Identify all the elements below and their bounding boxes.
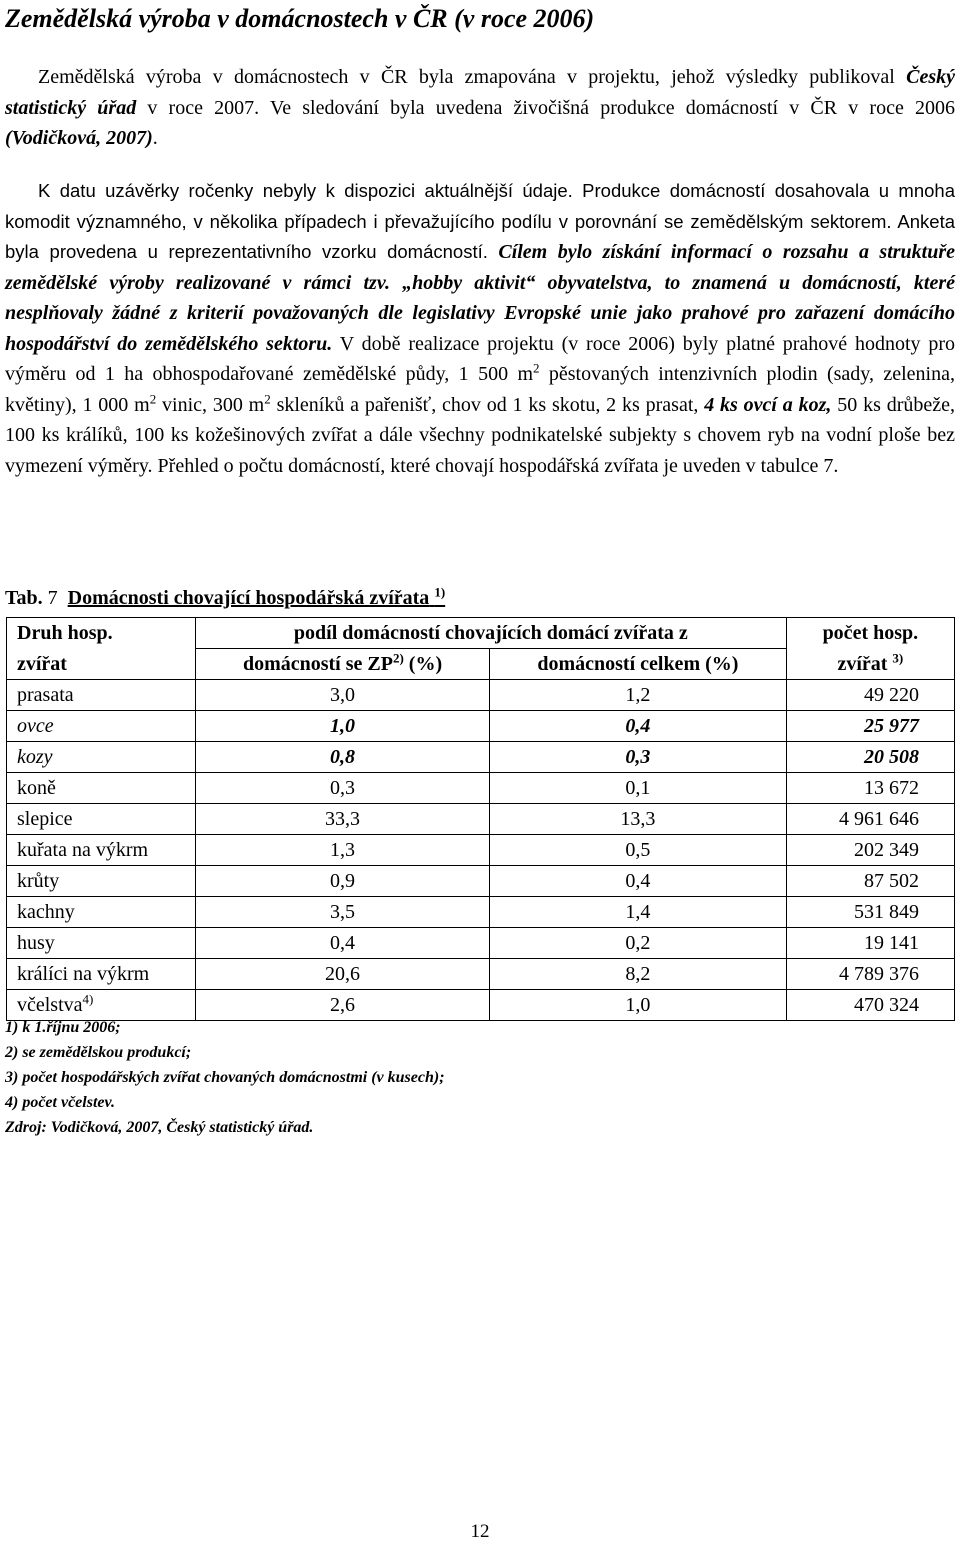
header-all: domácností celkem (%): [490, 649, 787, 680]
cell-all: 0,2: [490, 928, 787, 959]
page-number: 12: [470, 1521, 490, 1542]
cell-zp: 1,3: [196, 835, 490, 866]
superscript: 2: [149, 390, 157, 406]
cell-zp: 3,0: [196, 680, 490, 711]
cell-zp: 20,6: [196, 959, 490, 990]
text-run: skleníků a pařenišť, chov od 1 ks skotu, 2 ks prasat,: [270, 393, 705, 416]
source-note: Zdroj: Vodičková, 2007, Český statistický úřad.: [5, 1119, 314, 1136]
superscript: 3): [892, 650, 904, 666]
cell-name: krůty: [7, 866, 196, 897]
table-footnotes: [5, 1015, 445, 1140]
header-count-text: zvířat: [837, 652, 888, 675]
caption-title: [67, 584, 446, 609]
footnote: 4) počet včelstev.: [5, 1094, 116, 1111]
cell-name: prasata: [7, 680, 196, 711]
cell-count: 20 508: [786, 742, 954, 773]
table-row: [7, 742, 955, 773]
text-run-emphasis: Cílem bylo získání informací o rozsahu a struktuře zemědělské výroby realizované v rámci tzv. „hobby aktivit“ obyvatelstva, to znamená u domácností, které nesplňovaly žádné z kriterií považovaných dle legislativy Evropské unie jako prahové pro zařazení domácího hospodářství do zemědělského sektoru.: [5, 241, 956, 355]
table-row: [7, 680, 955, 711]
caption-prefix: Tab.: [5, 587, 43, 609]
cell-name: kuřata na výkrm: [7, 835, 196, 866]
text-run-emphasis: 4 ks ovcí a koz,: [704, 393, 832, 416]
table-row: [7, 959, 955, 990]
table-row: [7, 897, 955, 928]
superscript: 2: [264, 390, 271, 406]
header-name-line2: zvířat: [7, 649, 196, 680]
cell-all: 0,1: [490, 773, 787, 804]
body-paragraph: [5, 176, 955, 481]
cell-count: 49 220: [786, 680, 954, 711]
cell-zp: 0,8: [196, 742, 490, 773]
cell-name: husy: [7, 928, 196, 959]
cell-zp: 0,3: [196, 773, 490, 804]
cell-zp: 2,6: [196, 990, 490, 1021]
superscript: 2): [392, 650, 404, 666]
cell-name: slepice: [7, 804, 196, 835]
text-run-sans: K datu uzávěrky ročenky nebyly k dispozici aktuálnější údaje. Produkce domácností dosahovala u mnoha komodit významného, v několika případech i převažujícího podílu v porovnání se zemědělským sektorem. Anketa byla provedena u reprezentativního vzorku domácností.: [5, 180, 955, 262]
table-row: [7, 711, 955, 742]
livestock-table: [6, 617, 955, 1021]
cell-count: 87 502: [786, 866, 954, 897]
cell-name-text: včelstva: [17, 994, 83, 1016]
cell-zp: 3,5: [196, 897, 490, 928]
text-run: Zemědělská výroba v domácnostech v ČR byla zmapována v projektu, jehož výsledky publikoval: [38, 66, 907, 88]
cell-count: 4 961 646: [786, 804, 954, 835]
header-zp: [196, 649, 490, 680]
cell-all: 0,4: [490, 866, 787, 897]
table-header-row: [7, 649, 955, 680]
table-row: [7, 773, 955, 804]
cell-all: 0,5: [490, 835, 787, 866]
text-run: v roce 2007. Ve sledování byla uvedena živočišná produkce domácností v ČR v roce 2006: [136, 96, 955, 119]
cell-count: 531 849: [786, 897, 954, 928]
text-run: 50 ks drůbeže, 100 ks králíků, 100 ks kožešinových zvířat a dále všechny podnikatelské subjekty s chovem ryb na vodní ploše bez vymezení výměry. Přehled o počtu domácností, které chovají hospodářská zvířata je uveden v tabulce 7.: [5, 393, 955, 477]
cell-name: králíci na výkrm: [7, 959, 196, 990]
superscript: 2: [533, 360, 540, 376]
caption-number: 7: [42, 587, 58, 609]
header-count-line2: [786, 649, 954, 680]
table-row: [7, 928, 955, 959]
footnote: 1) k 1.říjnu 2006;: [5, 1019, 121, 1036]
cell-count: 13 672: [786, 773, 954, 804]
cell-count: 470 324: [786, 990, 954, 1021]
cell-all: 1,0: [490, 990, 787, 1021]
text-run: pěstovaných intenzivních plodin (sady, zelenina, květiny), 1 000 m: [5, 363, 955, 416]
superscript: 1): [434, 584, 446, 600]
cell-count: 202 349: [786, 835, 954, 866]
text-run: vinic, 300 m: [156, 393, 265, 416]
cell-all: 1,2: [490, 680, 787, 711]
header-name-line1: Druh hosp.: [7, 618, 196, 649]
table-caption: [5, 583, 445, 613]
cell-zp: 33,3: [196, 804, 490, 835]
cell-name: kozy: [7, 742, 196, 773]
text-run: V době realizace projektu (v roce 2006) byly platné prahové hodnoty pro výměru od 1 ha obhospodařované zemědělské půdy, 1 500 m: [5, 332, 955, 385]
citation: (Vodičková, 2007): [5, 127, 153, 149]
table-header-row: [7, 618, 955, 649]
cell-all: 8,2: [490, 959, 787, 990]
cell-name: koně: [7, 773, 196, 804]
cell-count: 19 141: [786, 928, 954, 959]
header-zp-text: domácností se ZP: [242, 653, 393, 675]
cell-all: 0,3: [490, 742, 787, 773]
caption-text: Domácnosti chovající hospodářská zvířata: [67, 587, 430, 609]
cell-all: 0,4: [490, 711, 787, 742]
footnote: 3) počet hospodářských zvířat chovaných domácnostmi (v kusech);: [5, 1069, 445, 1086]
header-count-line1: počet hosp.: [786, 618, 954, 649]
cell-zp: 1,0: [196, 711, 490, 742]
cell-name: kachny: [7, 897, 196, 928]
superscript: 4): [82, 991, 94, 1007]
cell-name: ovce: [7, 711, 196, 742]
header-zp-unit: (%): [403, 653, 443, 675]
text-run-emphasis: Český statistický úřad: [5, 66, 955, 119]
footnote: 2) se zemědělskou produkcí;: [5, 1044, 192, 1061]
section-title: Zemědělská výroba v domácnostech v ČR (v roce 2006): [5, 4, 595, 33]
text-run: .: [152, 127, 158, 149]
table-row: [7, 866, 955, 897]
cell-zp: 0,9: [196, 866, 490, 897]
cell-zp: 0,4: [196, 928, 490, 959]
table-row: [7, 804, 955, 835]
header-group: podíl domácností chovajících domácí zvířata z: [196, 618, 787, 649]
cell-all: 13,3: [490, 804, 787, 835]
cell-count: 4 789 376: [786, 959, 954, 990]
cell-all: 1,4: [490, 897, 787, 928]
cell-count: 25 977: [786, 711, 954, 742]
intro-paragraph: [5, 62, 955, 154]
table-row: [7, 835, 955, 866]
